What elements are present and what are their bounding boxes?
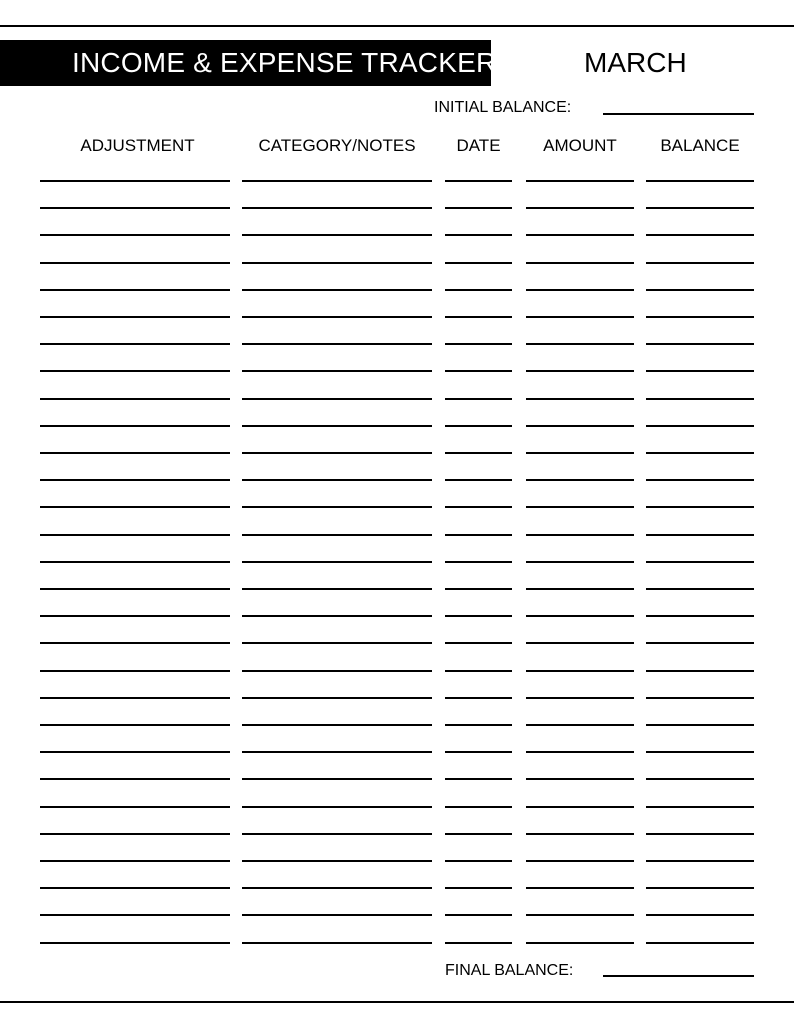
amount-entry-line[interactable] bbox=[526, 724, 634, 726]
balance-entry-line[interactable] bbox=[646, 425, 754, 427]
adjustment-entry-line[interactable] bbox=[40, 370, 230, 372]
top-border-rule bbox=[0, 25, 794, 27]
amount-entry-line[interactable] bbox=[526, 887, 634, 889]
adjustment-entry-line[interactable] bbox=[40, 234, 230, 236]
category-entry-line[interactable] bbox=[242, 479, 432, 481]
balance-entry-line[interactable] bbox=[646, 914, 754, 916]
date-entry-line[interactable] bbox=[445, 398, 512, 400]
final-balance-label: FINAL BALANCE: bbox=[445, 962, 574, 979]
balance-entry-line[interactable] bbox=[646, 370, 754, 372]
category-entry-line[interactable] bbox=[242, 833, 432, 835]
date-entry-line[interactable] bbox=[445, 942, 512, 944]
amount-entry-line[interactable] bbox=[526, 615, 634, 617]
adjustment-entry-line[interactable] bbox=[40, 425, 230, 427]
page-title: INCOME & EXPENSE TRACKER bbox=[72, 47, 497, 78]
amount-entry-line[interactable] bbox=[526, 860, 634, 862]
date-entry-line[interactable] bbox=[445, 615, 512, 617]
date-entry-line[interactable] bbox=[445, 833, 512, 835]
date-entry-line[interactable] bbox=[445, 425, 512, 427]
adjustment-entry-line[interactable] bbox=[40, 642, 230, 644]
adjustment-entry-line[interactable] bbox=[40, 180, 230, 182]
category-entry-line[interactable] bbox=[242, 588, 432, 590]
date-entry-line[interactable] bbox=[445, 479, 512, 481]
date-entry-line[interactable] bbox=[445, 506, 512, 508]
amount-entry-line[interactable] bbox=[526, 180, 634, 182]
amount-entry-line[interactable] bbox=[526, 534, 634, 536]
adjustment-entry-line[interactable] bbox=[40, 452, 230, 454]
category-entry-line[interactable] bbox=[242, 914, 432, 916]
adjustment-entry-line[interactable] bbox=[40, 343, 230, 345]
month-label: MARCH bbox=[584, 47, 687, 78]
adjustment-entry-line[interactable] bbox=[40, 860, 230, 862]
category-entry-line[interactable] bbox=[242, 860, 432, 862]
category-entry-line[interactable] bbox=[242, 887, 432, 889]
amount-entry-line[interactable] bbox=[526, 778, 634, 780]
date-entry-line[interactable] bbox=[445, 860, 512, 862]
adjustment-entry-line[interactable] bbox=[40, 914, 230, 916]
category-entry-line[interactable] bbox=[242, 180, 432, 182]
amount-entry-line[interactable] bbox=[526, 479, 634, 481]
column-header-category-notes: CATEGORY/NOTES bbox=[258, 136, 416, 155]
date-entry-line[interactable] bbox=[445, 180, 512, 182]
date-entry-line[interactable] bbox=[445, 343, 512, 345]
date-entry-line[interactable] bbox=[445, 887, 512, 889]
balance-entry-line[interactable] bbox=[646, 806, 754, 808]
category-entry-line[interactable] bbox=[242, 262, 432, 264]
adjustment-entry-line[interactable] bbox=[40, 724, 230, 726]
date-entry-line[interactable] bbox=[445, 588, 512, 590]
balance-entry-line[interactable] bbox=[646, 343, 754, 345]
amount-entry-line[interactable] bbox=[526, 942, 634, 944]
category-entry-line[interactable] bbox=[242, 316, 432, 318]
amount-entry-line[interactable] bbox=[526, 370, 634, 372]
amount-entry-line[interactable] bbox=[526, 697, 634, 699]
adjustment-entry-line[interactable] bbox=[40, 588, 230, 590]
adjustment-entry-line[interactable] bbox=[40, 615, 230, 617]
amount-entry-line[interactable] bbox=[526, 642, 634, 644]
date-entry-line[interactable] bbox=[445, 751, 512, 753]
category-entry-line[interactable] bbox=[242, 615, 432, 617]
category-entry-line[interactable] bbox=[242, 534, 432, 536]
category-entry-line[interactable] bbox=[242, 724, 432, 726]
date-entry-line[interactable] bbox=[445, 316, 512, 318]
category-entry-line[interactable] bbox=[242, 561, 432, 563]
date-entry-line[interactable] bbox=[445, 642, 512, 644]
amount-entry-line[interactable] bbox=[526, 588, 634, 590]
initial-balance-field[interactable] bbox=[603, 113, 754, 115]
balance-entry-line[interactable] bbox=[646, 452, 754, 454]
balance-entry-line[interactable] bbox=[646, 234, 754, 236]
amount-entry-line[interactable] bbox=[526, 670, 634, 672]
balance-entry-line[interactable] bbox=[646, 289, 754, 291]
date-entry-line[interactable] bbox=[445, 207, 512, 209]
adjustment-entry-line[interactable] bbox=[40, 697, 230, 699]
balance-entry-line[interactable] bbox=[646, 506, 754, 508]
balance-entry-line[interactable] bbox=[646, 180, 754, 182]
adjustment-entry-line[interactable] bbox=[40, 833, 230, 835]
balance-entry-line[interactable] bbox=[646, 534, 754, 536]
date-entry-line[interactable] bbox=[445, 452, 512, 454]
bottom-border-rule bbox=[0, 1001, 794, 1003]
date-entry-line[interactable] bbox=[445, 262, 512, 264]
column-header-amount: AMOUNT bbox=[543, 136, 617, 155]
adjustment-entry-line[interactable] bbox=[40, 479, 230, 481]
category-entry-line[interactable] bbox=[242, 207, 432, 209]
category-entry-line[interactable] bbox=[242, 751, 432, 753]
adjustment-entry-line[interactable] bbox=[40, 398, 230, 400]
category-entry-line[interactable] bbox=[242, 506, 432, 508]
balance-entry-line[interactable] bbox=[646, 479, 754, 481]
amount-entry-line[interactable] bbox=[526, 398, 634, 400]
date-entry-line[interactable] bbox=[445, 724, 512, 726]
category-entry-line[interactable] bbox=[242, 370, 432, 372]
amount-entry-line[interactable] bbox=[526, 914, 634, 916]
category-entry-line[interactable] bbox=[242, 942, 432, 944]
amount-entry-line[interactable] bbox=[526, 561, 634, 563]
adjustment-entry-line[interactable] bbox=[40, 778, 230, 780]
date-entry-line[interactable] bbox=[445, 914, 512, 916]
category-entry-line[interactable] bbox=[242, 697, 432, 699]
category-entry-line[interactable] bbox=[242, 234, 432, 236]
category-entry-line[interactable] bbox=[242, 289, 432, 291]
category-entry-line[interactable] bbox=[242, 642, 432, 644]
amount-entry-line[interactable] bbox=[526, 806, 634, 808]
category-entry-line[interactable] bbox=[242, 806, 432, 808]
column-header-adjustment: ADJUSTMENT bbox=[80, 136, 195, 155]
column-header-balance: BALANCE bbox=[660, 136, 740, 155]
amount-entry-line[interactable] bbox=[526, 289, 634, 291]
balance-entry-line[interactable] bbox=[646, 207, 754, 209]
date-entry-line[interactable] bbox=[445, 670, 512, 672]
adjustment-entry-line[interactable] bbox=[40, 670, 230, 672]
adjustment-entry-line[interactable] bbox=[40, 316, 230, 318]
adjustment-entry-line[interactable] bbox=[40, 262, 230, 264]
balance-entry-line[interactable] bbox=[646, 778, 754, 780]
amount-entry-line[interactable] bbox=[526, 262, 634, 264]
date-entry-line[interactable] bbox=[445, 697, 512, 699]
amount-entry-line[interactable] bbox=[526, 343, 634, 345]
final-balance-field[interactable] bbox=[603, 975, 754, 977]
adjustment-entry-line[interactable] bbox=[40, 806, 230, 808]
balance-entry-line[interactable] bbox=[646, 615, 754, 617]
amount-entry-line[interactable] bbox=[526, 452, 634, 454]
balance-entry-line[interactable] bbox=[646, 697, 754, 699]
date-entry-line[interactable] bbox=[445, 289, 512, 291]
balance-entry-line[interactable] bbox=[646, 833, 754, 835]
amount-entry-line[interactable] bbox=[526, 316, 634, 318]
initial-balance-label: INITIAL BALANCE: bbox=[434, 99, 572, 116]
category-entry-line[interactable] bbox=[242, 425, 432, 427]
adjustment-entry-line[interactable] bbox=[40, 942, 230, 944]
category-entry-line[interactable] bbox=[242, 398, 432, 400]
amount-entry-line[interactable] bbox=[526, 207, 634, 209]
date-entry-line[interactable] bbox=[445, 778, 512, 780]
amount-entry-line[interactable] bbox=[526, 234, 634, 236]
balance-entry-line[interactable] bbox=[646, 316, 754, 318]
balance-entry-line[interactable] bbox=[646, 942, 754, 944]
balance-entry-line[interactable] bbox=[646, 561, 754, 563]
column-header-date: DATE bbox=[456, 136, 501, 155]
balance-entry-line[interactable] bbox=[646, 588, 754, 590]
balance-entry-line[interactable] bbox=[646, 262, 754, 264]
amount-entry-line[interactable] bbox=[526, 751, 634, 753]
balance-entry-line[interactable] bbox=[646, 887, 754, 889]
balance-entry-line[interactable] bbox=[646, 860, 754, 862]
amount-entry-line[interactable] bbox=[526, 506, 634, 508]
balance-entry-line[interactable] bbox=[646, 398, 754, 400]
adjustment-entry-line[interactable] bbox=[40, 506, 230, 508]
amount-entry-line[interactable] bbox=[526, 425, 634, 427]
adjustment-entry-line[interactable] bbox=[40, 534, 230, 536]
date-entry-line[interactable] bbox=[445, 534, 512, 536]
adjustment-entry-line[interactable] bbox=[40, 751, 230, 753]
date-entry-line[interactable] bbox=[445, 370, 512, 372]
category-entry-line[interactable] bbox=[242, 778, 432, 780]
date-entry-line[interactable] bbox=[445, 806, 512, 808]
balance-entry-line[interactable] bbox=[646, 724, 754, 726]
amount-entry-line[interactable] bbox=[526, 833, 634, 835]
balance-entry-line[interactable] bbox=[646, 642, 754, 644]
date-entry-line[interactable] bbox=[445, 561, 512, 563]
balance-entry-line[interactable] bbox=[646, 670, 754, 672]
adjustment-entry-line[interactable] bbox=[40, 207, 230, 209]
adjustment-entry-line[interactable] bbox=[40, 887, 230, 889]
date-entry-line[interactable] bbox=[445, 234, 512, 236]
category-entry-line[interactable] bbox=[242, 452, 432, 454]
category-entry-line[interactable] bbox=[242, 343, 432, 345]
adjustment-entry-line[interactable] bbox=[40, 561, 230, 563]
category-entry-line[interactable] bbox=[242, 670, 432, 672]
adjustment-entry-line[interactable] bbox=[40, 289, 230, 291]
balance-entry-line[interactable] bbox=[646, 751, 754, 753]
